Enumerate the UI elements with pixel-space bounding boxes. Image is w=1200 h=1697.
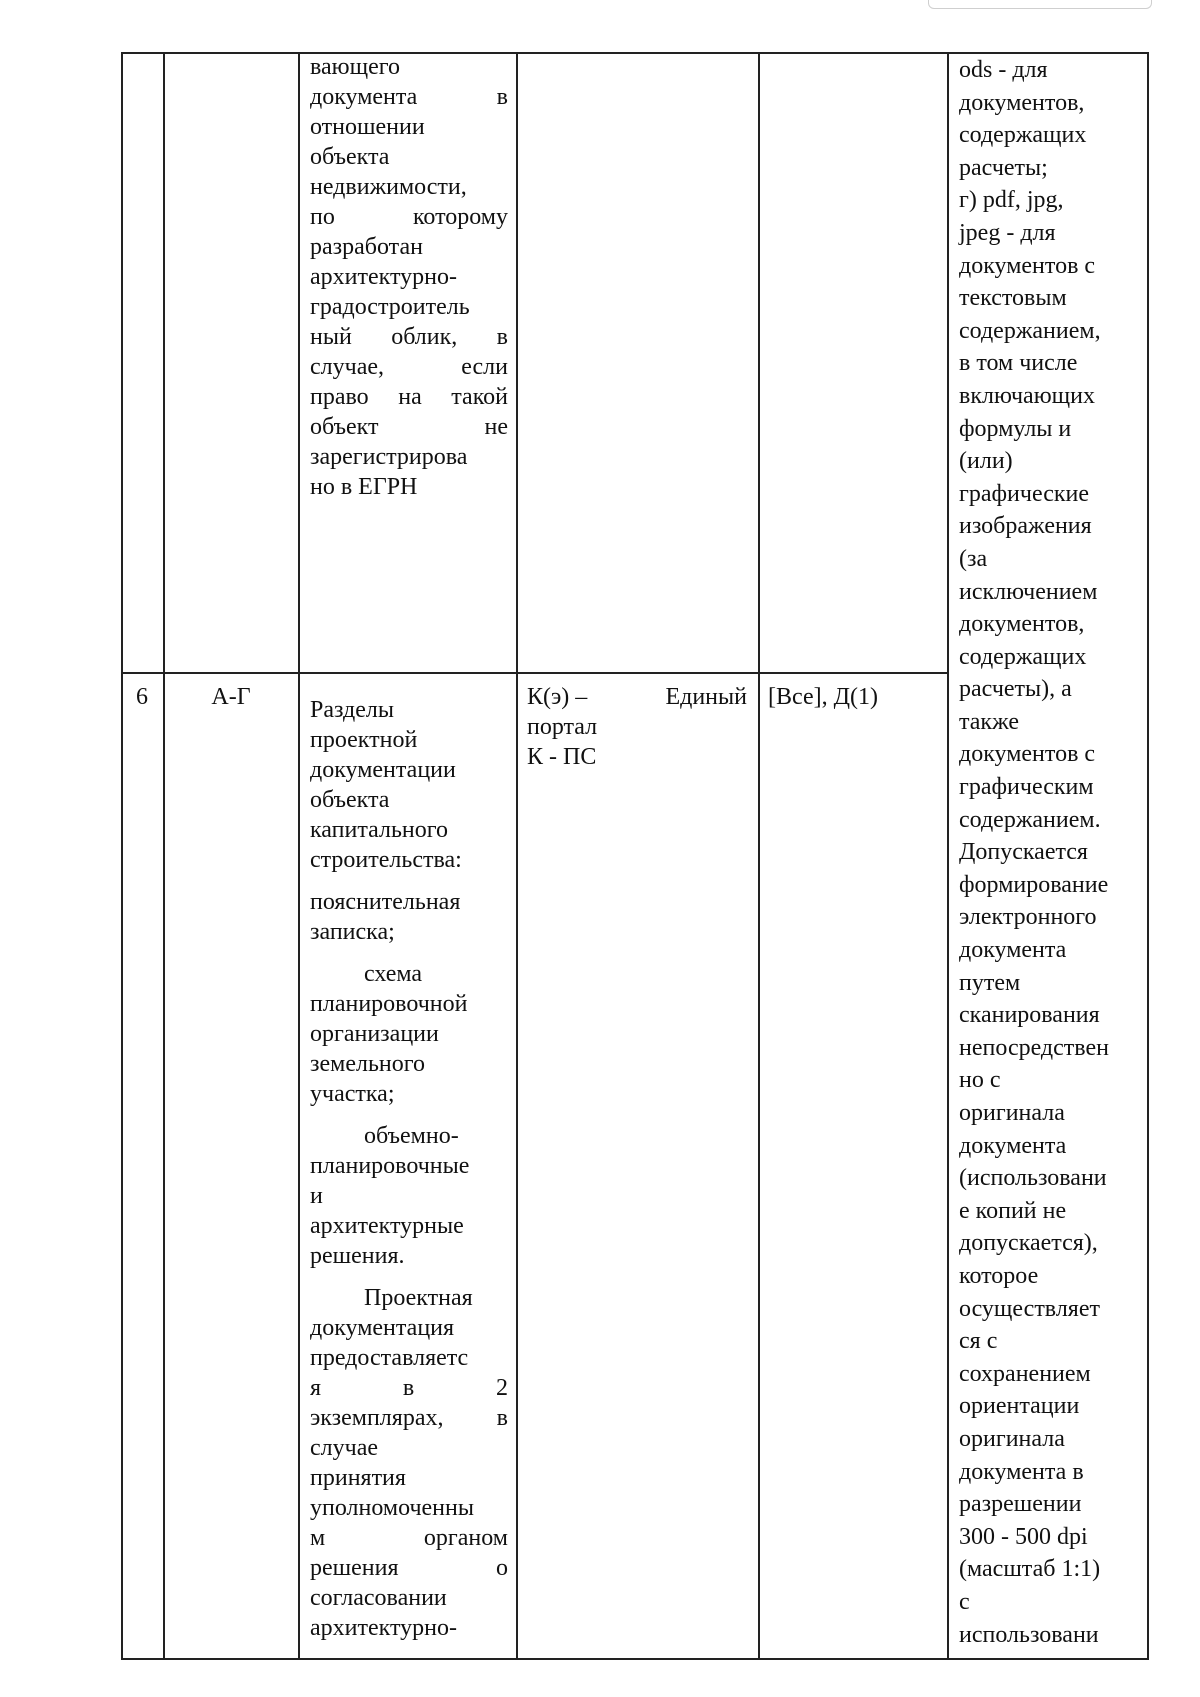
para-line: организации — [310, 1021, 439, 1047]
method-portal-word: Единый — [665, 684, 747, 710]
format-requirements-line: исключением — [959, 578, 1098, 605]
text-fragment: о — [496, 1555, 508, 1581]
format-requirements-line: также — [959, 708, 1020, 735]
sections-heading — [310, 695, 508, 875]
para-line — [310, 1373, 508, 1403]
section-architectural-solutions — [310, 1121, 508, 1271]
format-requirements-line: содержащих — [959, 122, 1087, 149]
format-requirements-line: допускается), — [959, 1230, 1098, 1257]
top-row-line: разработан — [310, 234, 423, 260]
format-requirements-line: (за — [959, 545, 988, 572]
format-requirements-line: е копий не — [959, 1197, 1067, 1224]
format-requirements-line: осуществляет — [959, 1295, 1100, 1322]
para-line: предоставляетс — [310, 1345, 469, 1371]
text-fragment: облик, — [391, 324, 458, 350]
format-requirements-line: документа — [959, 1132, 1067, 1159]
format-requirements-line: документов, — [959, 611, 1085, 638]
method-line — [527, 682, 747, 712]
heading-line: документации — [310, 757, 456, 783]
para-line: и — [310, 1183, 323, 1209]
top-row-line — [310, 412, 508, 442]
format-requirements-line: ods - для — [959, 57, 1048, 83]
format-requirements-line: которое — [959, 1262, 1039, 1289]
format-requirements-line: расчеты), а — [959, 676, 1072, 703]
section-copies-note — [310, 1283, 508, 1643]
row6-description — [310, 695, 508, 1643]
text-fragment: органом — [423, 1525, 508, 1551]
format-requirements-line: содержанием, — [959, 317, 1101, 344]
para-line: Проектная — [364, 1285, 473, 1311]
format-requirements-line: текстовым — [959, 285, 1067, 312]
para-line: пояснительная — [310, 889, 461, 915]
text-fragment: в — [496, 324, 508, 350]
format-requirements-line: (масштаб 1:1) — [959, 1556, 1101, 1583]
top-row-line — [310, 202, 508, 232]
top-row-line: отношении — [310, 114, 425, 140]
format-requirements-line: но с — [959, 1067, 1001, 1094]
format-requirements-line: графические — [959, 480, 1090, 507]
top-row-line — [310, 382, 508, 412]
submission-method — [527, 682, 747, 772]
format-requirements-line: (использовани — [959, 1165, 1107, 1192]
row-divider — [121, 672, 949, 674]
text-fragment: объект — [310, 414, 379, 440]
para-line: архитектурно- — [310, 1615, 457, 1641]
format-requirements-line: документа в — [959, 1458, 1084, 1485]
text-fragment: ный — [310, 324, 352, 350]
format-requirements-line: формирование — [959, 871, 1109, 898]
text-fragment: решения — [310, 1555, 399, 1581]
para-line: участка; — [310, 1081, 395, 1107]
format-requirements-line: оригинала — [959, 1425, 1065, 1452]
method-code: К(э) – — [527, 684, 588, 710]
col-border-1 — [163, 52, 165, 1660]
format-requirements-line: ся с — [959, 1328, 998, 1355]
para-line: документация — [310, 1315, 455, 1341]
top-row-line — [310, 82, 508, 112]
top-row-line: вающего — [310, 54, 400, 80]
text-fragment: документа — [310, 84, 418, 110]
heading-line: проектной — [310, 727, 418, 753]
format-requirements-line: непосредствен — [959, 1034, 1109, 1061]
format-requirements-line: содержащих — [959, 643, 1087, 670]
row-number: 6 — [136, 684, 148, 710]
format-requirements-line: оригинала — [959, 1100, 1065, 1126]
text-fragment: случае, — [310, 354, 385, 380]
format-requirements-line: содержанием. — [959, 806, 1101, 833]
format-requirements-line: включающих — [959, 382, 1095, 409]
text-fragment: в — [402, 1375, 415, 1401]
format-requirements-line: документов с — [959, 252, 1096, 279]
text-fragment: м — [310, 1525, 326, 1551]
format-requirements-line: использовани — [959, 1621, 1099, 1648]
para-line: объемно- — [364, 1123, 459, 1149]
format-requirements-line: г) pdf, jpg, — [959, 187, 1064, 214]
table-bottom-border — [121, 1658, 1149, 1660]
para-line: согласовании — [310, 1585, 447, 1611]
text-fragment: не — [484, 414, 508, 440]
format-requirements-line: в том числе — [959, 350, 1078, 377]
format-requirements-line: формулы и — [959, 415, 1072, 442]
format-requirements-line: сканирования — [959, 1002, 1100, 1029]
col-border-4 — [758, 52, 760, 1660]
format-requirements — [959, 54, 1139, 1651]
text-fragment: в — [496, 84, 508, 110]
text-fragment: я — [310, 1375, 322, 1401]
top-row-line: но в ЕГРН — [310, 474, 418, 500]
para-line: земельного — [310, 1051, 425, 1077]
row-code: А-Г — [211, 684, 251, 710]
document-table — [121, 52, 1149, 1660]
format-requirements-line: с — [959, 1588, 970, 1615]
text-fragment: в — [496, 1405, 508, 1431]
para-line: планировочной — [310, 991, 468, 1017]
heading-line: строительства: — [310, 847, 462, 873]
format-requirements-line: документа — [959, 937, 1067, 964]
method-line: К - ПС — [527, 744, 597, 770]
top-row-line — [310, 352, 508, 382]
text-fragment: 2 — [495, 1375, 508, 1401]
text-fragment: такой — [451, 384, 508, 410]
format-requirements-line: графическим — [959, 774, 1094, 801]
text-fragment: экземплярах, — [310, 1405, 444, 1431]
format-requirements-line: сохранением — [959, 1360, 1091, 1387]
format-requirements-line: разрешении — [959, 1491, 1082, 1518]
format-requirements-line: электронного — [959, 904, 1097, 931]
col-border-6 — [1147, 52, 1149, 1660]
text-fragment: на — [398, 384, 422, 410]
applicability: [Все], Д(1) — [768, 684, 878, 710]
top-row-line — [310, 322, 508, 352]
para-line: планировочные — [310, 1153, 470, 1179]
format-requirements-line: Допускается — [959, 839, 1088, 866]
format-requirements-line: ориентации — [959, 1393, 1080, 1420]
heading-line: объекта — [310, 787, 390, 813]
format-requirements-line: документов с — [959, 741, 1096, 768]
top-row-line: градостроитель — [310, 294, 470, 320]
text-fragment: по — [310, 204, 335, 230]
col-border-3 — [516, 52, 518, 1660]
section-site-plan — [310, 959, 508, 1109]
text-fragment: право — [310, 384, 369, 410]
method-line: портал — [527, 714, 598, 740]
section-explanatory-note — [310, 887, 508, 947]
col-border-2 — [298, 52, 300, 1660]
top-row-description — [310, 52, 508, 502]
para-line: принятия — [310, 1465, 406, 1491]
para-line — [310, 1523, 508, 1553]
para-line — [310, 1553, 508, 1583]
para-line: решения. — [310, 1243, 405, 1269]
para-line — [310, 1403, 508, 1433]
para-line: записка; — [310, 919, 395, 945]
top-row-line: зарегистрирова — [310, 444, 468, 470]
col-border-5 — [947, 52, 949, 1660]
format-requirements-line: (или) — [959, 448, 1013, 475]
heading-line: Разделы — [310, 697, 395, 723]
text-fragment: если — [461, 354, 508, 380]
heading-line: капитального — [310, 817, 448, 843]
top-row-line: объекта — [310, 144, 390, 170]
para-line: архитектурные — [310, 1213, 464, 1239]
top-row-line: архитектурно- — [310, 264, 457, 290]
format-requirements-line: изображения — [959, 513, 1092, 540]
page-corner-mark — [928, 0, 1152, 9]
format-requirements-line: расчеты; — [959, 154, 1048, 181]
para-line: уполномоченны — [310, 1495, 474, 1521]
format-requirements-line: 300 - 500 dpi — [959, 1523, 1088, 1550]
top-row-line: недвижимости, — [310, 174, 467, 200]
format-requirements-line: путем — [959, 969, 1021, 996]
format-requirements-line: документов, — [959, 89, 1085, 116]
col-border-0 — [121, 52, 123, 1660]
format-requirements-line: jpeg - для — [959, 219, 1056, 246]
text-fragment: которому — [412, 204, 508, 230]
para-line: случае — [310, 1435, 379, 1461]
para-line: схема — [364, 961, 423, 987]
